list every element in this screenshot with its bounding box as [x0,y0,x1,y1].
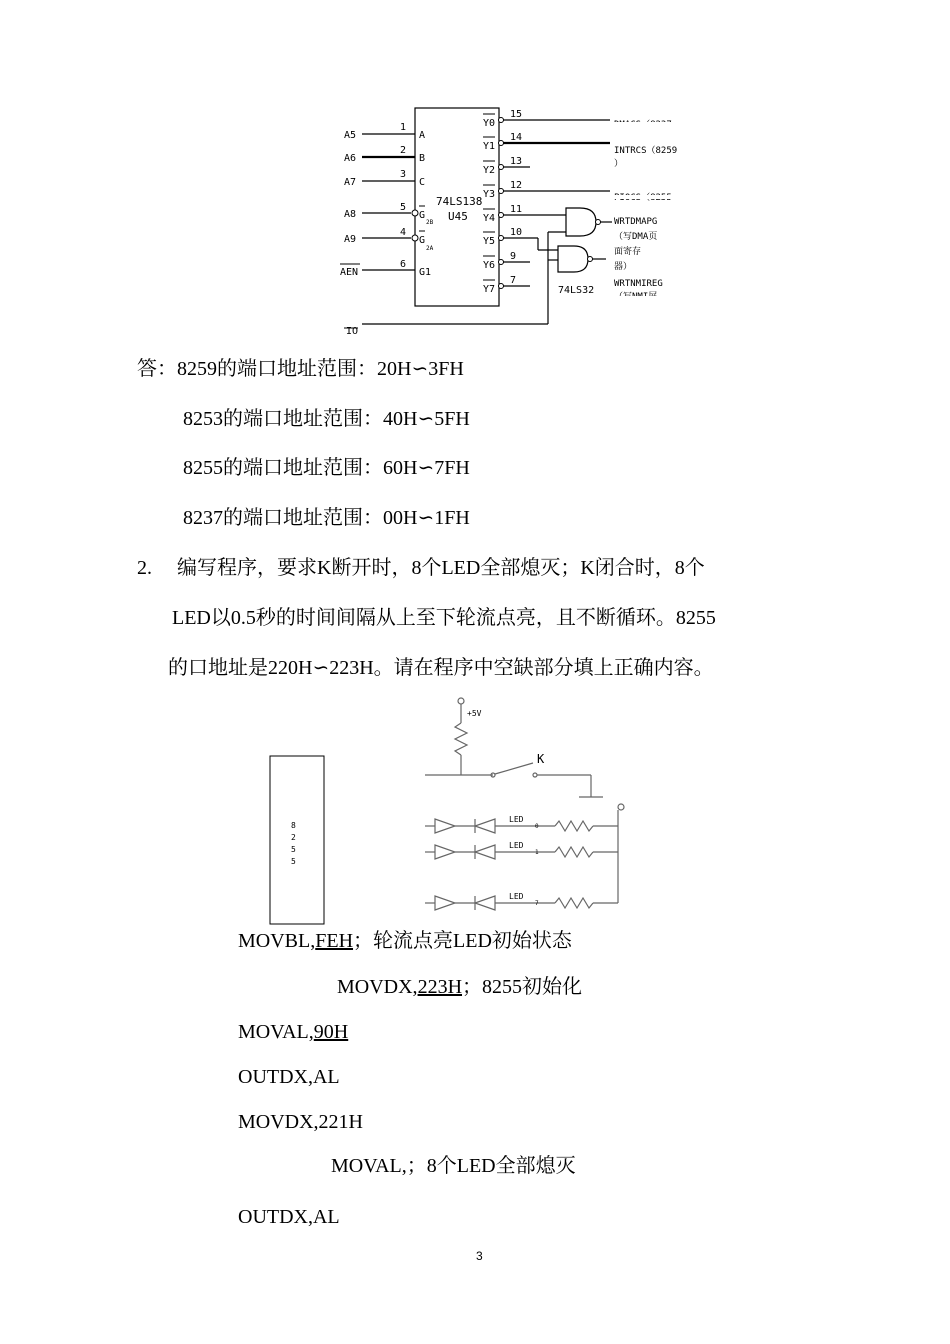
code-line-1 [238,929,572,953]
answer-8237: 8237的端口地址范围：00H∽1FH [183,507,470,529]
page-number: 3 [476,1249,483,1263]
label-intrcs-close: ） [614,159,624,169]
input-pin-1: 1 [400,122,407,133]
output-pin-7: 7 [510,275,517,286]
code-line-2-op: MOVDX, [337,976,418,998]
code-line-2-fill: 223H [417,976,463,998]
input-port-a: A [419,130,426,141]
output-y0: Y0 [483,118,496,129]
answer-8259: 8259的端口地址范围：20H∽3FH [177,358,464,380]
led-label-0: LED [509,815,524,824]
decoder-circuit-diagram [330,100,700,335]
output-pin-14: 14 [510,132,523,143]
led-index-7: 7 [535,900,539,907]
code-line-3-fill: 90H [313,1021,349,1043]
output-y6: Y6 [483,260,496,271]
output-y4: Y4 [483,213,496,224]
question-line-2: LED以0.5秒的时间间隔从上至下轮流点亮，且不断循环。8255 [172,607,716,629]
label-wrtdmapg-note-2: 面寄存 [614,247,642,257]
output-y2: Y2 [483,165,496,176]
code-line-7: OUTDX,AL [238,1206,340,1228]
input-port-c: C [419,177,426,188]
code-line-4: OUTDX,AL [238,1066,340,1088]
input-port-b: B [419,153,426,164]
led-label-1: LED [509,841,524,850]
answer-8253: 8253的端口地址范围：40H∽5FH [183,408,470,430]
code-line-2-comment: ；8255初始化 [462,976,583,998]
switch-label: K [537,752,545,766]
code-line-1-fill: FEH [315,930,354,952]
code-line-1-comment: ；轮流点亮LED初始状态 [353,930,572,952]
input-pin-6: 6 [400,259,407,270]
io-label: IO [346,326,359,335]
input-signal-a6: A6 [344,153,357,164]
input-signal-a5: A5 [344,130,357,141]
input-sub-2a: 2A [426,245,434,252]
question-number: 2. [137,557,152,579]
code-line-3-op: MOVAL, [238,1021,314,1043]
chip-8255-char-4: 5 [291,857,296,866]
vcc-label: +5V [467,709,482,718]
input-port-g2b: G [419,210,426,221]
input-pin-2: 2 [400,145,407,156]
input-signal-a7: A7 [344,177,357,188]
output-pin-13: 13 [510,156,523,167]
output-y1: Y1 [483,141,496,152]
code-line-6: MOVAL,；8个LED全部熄灭 [331,1155,576,1177]
input-signal-aen: AEN [340,267,359,278]
led-label-7: LED [509,892,524,901]
output-pin-15: 15 [510,109,523,120]
answer-8255: 8255的端口地址范围：60H∽7FH [183,457,470,479]
gate-label: 74LS32 [558,285,595,296]
code-line-3 [238,1020,348,1044]
output-y7: Y7 [483,284,496,295]
answer-line-8259 [137,357,464,381]
chip-8255-char-3: 5 [291,845,296,854]
label-wrtdmapg-note-1: （写DMA页 [614,232,658,242]
led-circuit-diagram [265,695,645,930]
output-pin-11: 11 [510,204,523,215]
led-index-0: 0 [535,823,539,830]
input-pin-4: 4 [400,227,407,238]
output-y3: Y3 [483,189,496,200]
input-port-g1: G1 [419,267,432,278]
chip-8255-char-1: 8 [291,821,296,830]
chip-8255-box [270,756,324,924]
output-y5: Y5 [483,236,496,247]
question-line-1: 编写程序，要求K断开时，8个LED全部熄灭；K闭合时，8个 [177,557,705,579]
input-signal-a9: A9 [344,234,357,245]
input-pin-5: 5 [400,202,407,213]
input-signal-a8: A8 [344,209,357,220]
question-line-3: 的口地址是220H∽223H。请在程序中空缺部分填上正确内容。 [168,657,714,679]
input-pin-3: 3 [400,169,407,180]
answer-prefix: 答： [137,358,177,380]
output-pin-9: 9 [510,251,517,262]
label-wrtnmireg: WRTNMIREG [614,279,663,289]
chip-ref: U45 [448,210,468,223]
output-pin-12: 12 [510,180,523,191]
input-sub-2b: 2B [426,219,434,226]
chip-8255-char-2: 2 [291,833,296,842]
label-wrtdmapg: WRTDMAPG [614,217,658,227]
code-line-2 [337,975,582,999]
input-port-g2a: G [419,235,426,246]
chip-name: 74LS138 [436,195,483,208]
label-intrcs: INTRCS（8259 [614,146,678,156]
code-line-5: MOVDX,221H [238,1111,363,1133]
led-index-1: 1 [535,849,539,856]
output-pin-10: 10 [510,227,523,238]
label-wrtdmapg-note-3: 器） [614,262,633,272]
code-line-1-op: MOVBL, [238,930,316,952]
